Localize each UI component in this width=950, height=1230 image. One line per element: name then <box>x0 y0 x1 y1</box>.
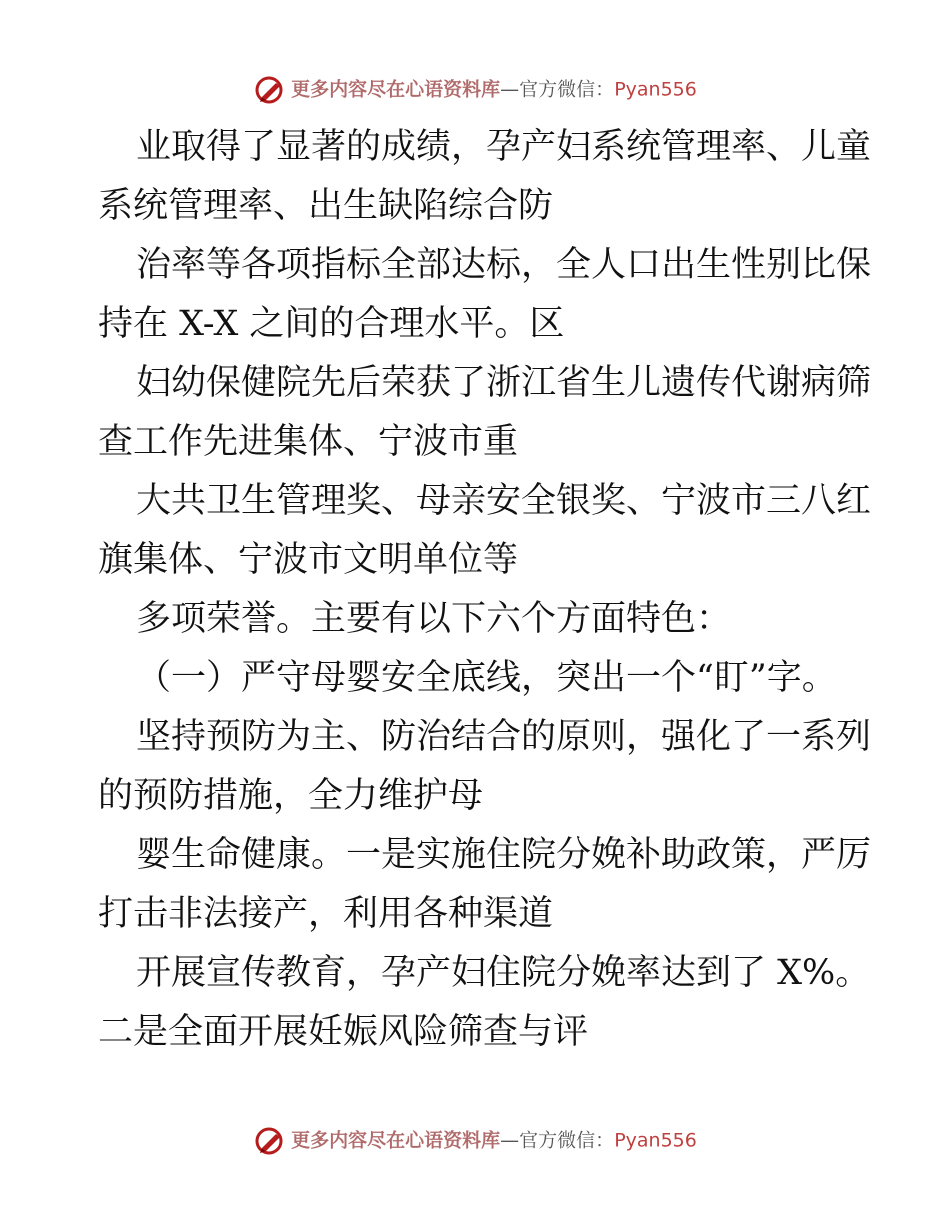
watermark-main-text: 更多内容尽在心语资料库 <box>291 78 501 101</box>
text-line: 打击非法接产，利用各种渠道 <box>98 894 554 934</box>
text-line: 业取得了显著的成绩，孕产妇系统管理率、儿童 <box>136 127 872 167</box>
text-line: 的预防措施，全力维护母 <box>98 776 484 816</box>
header-watermark <box>0 74 950 105</box>
watermark-sub-text: —官方微信： <box>500 78 615 101</box>
text-line: 开展宣传教育，孕产妇住院分娩率达到了 X%。 <box>136 953 871 993</box>
document-body <box>0 118 950 1062</box>
text-line: 二是全面开展妊娠风险筛查与评 <box>98 1012 589 1052</box>
pen-logo-icon <box>253 75 287 105</box>
watermark-wechat-id: Pyan556 <box>614 78 697 101</box>
text-line: 查工作先进集体、宁波市重 <box>98 422 519 462</box>
text-line: 婴生命健康。一是实施住院分娩补助政策，严厉 <box>136 835 872 875</box>
text-line: 大共卫生管理奖、母亲安全银奖、宁波市三八红 <box>136 481 872 521</box>
section-heading: （一）严守母婴安全底线，突出一个“盯”字。 <box>136 658 837 698</box>
text-line: 坚持预防为主、防治结合的原则，强化了一系列 <box>136 717 872 757</box>
text-line: 妇幼保健院先后荣获了浙江省生儿遗传代谢病筛 <box>136 363 872 403</box>
watermark-wechat-id: Pyan556 <box>614 1129 697 1152</box>
text-line: 多项荣誉。主要有以下六个方面特色： <box>136 599 732 639</box>
footer-watermark <box>0 1125 950 1156</box>
text-line: 持在 X-X 之间的合理水平。区 <box>98 304 565 344</box>
watermark-main-text: 更多内容尽在心语资料库 <box>291 1129 501 1152</box>
text-line: 旗集体、宁波市文明单位等 <box>98 540 519 580</box>
text-line: 系统管理率、出生缺陷综合防 <box>98 186 554 226</box>
watermark-sub-text: —官方微信： <box>500 1129 615 1152</box>
pen-logo-icon <box>253 1126 287 1156</box>
text-line: 治率等各项指标全部达标，全人口出生性别比保 <box>136 245 872 285</box>
